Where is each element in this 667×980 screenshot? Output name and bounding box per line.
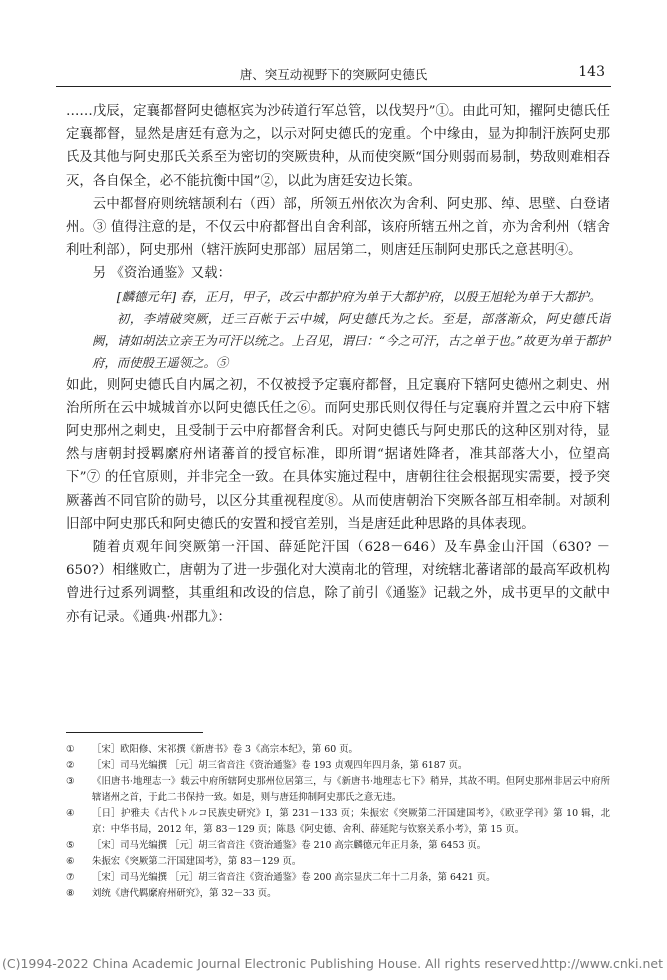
main-text: [66, 100, 610, 629]
footnote-text: ［宋］司马光编撰 ［元］胡三省音注《资治通鉴》卷 193 贞观四年四月条，第 6187 页。: [92, 760, 468, 771]
page-number: 143: [578, 64, 605, 80]
footnote-text: ［日］护雅夫《古代トルコ民族史研究》Ⅰ，第 231－133 页；朱振宏《突厥第二汗国建国考》，《欧亚学刊》第 10 辑，北京：中华书局，2012 年，第 83－129 页；陈恳《阿史德、舍利、薛延陀与钦察关系小考》，第 15 页。: [92, 808, 610, 835]
quote-paragraph-2: 初，李靖破突厥，迁三百帐于云中城，阿史德氏为之长。至是，部落渐众，阿史德氏诣阙，请如胡法立亲王为可汗以统之。上召见，谓曰：“今之可汗，古之单于也。”故更为单于都护府，而使殷王遥领之。⑤: [92, 310, 610, 370]
footnote: [66, 886, 610, 902]
footnote-number: ③: [66, 776, 75, 787]
footnote: [66, 870, 610, 886]
site-link[interactable]: http://www.cnki.net: [541, 956, 663, 971]
footnote: [66, 854, 610, 870]
copyright-notice: (C)1994-2022 China Academic Journal Electronic Publishing House. All rights reserved.: [2, 956, 544, 971]
footnote-text: 朱振宏《突厥第二汗国建国考》，第 83－129 页。: [92, 856, 302, 867]
footnote-separator: [66, 732, 203, 733]
footnote-number: ④: [66, 808, 75, 819]
footnote-text: 刘统《唐代羁縻府州研究》，第 32－33 页。: [92, 888, 277, 899]
footnote: [66, 838, 610, 854]
footnote-number: ⑥: [66, 856, 75, 867]
paragraph-5: 随着贞观年间突厥第一汗国、薛延陀汗国（628－646）及车鼻金山汗国（630? －650?）相继败亡，唐朝为了进一步强化对大漠南北的管理，对统辖北蕃诸部的最高军政机构曾进行过系列调整，其重组和改设的信息，除了前引《通鉴》记载之外，成书更早的文献中亦有记录。《通典·州郡九》：: [66, 540, 610, 625]
footnote: [66, 774, 610, 806]
paragraph-2: 云中都督府则统辖颉利右（西）部，所领五州依次为舍利、阿史那、绰、思壁、白登诸州。③ 值得注意的是，不仅云中府都督出自舍利部，该府所辖五州之首，亦为舍利州（辖舍利吐利部），阿史那州（辖汗族阿史那部）屈居第二，则唐廷压制阿史那氏之意甚明④。: [66, 196, 610, 259]
paragraph-3: 另 《资治通鉴》又载：: [92, 266, 231, 282]
footnote-text: 《旧唐书·地理志一》载云中府所辖阿史那州位居第三，与《新唐书·地理志七下》稍异，其故不明。但阿史那州非居云中府所辖诸州之首，于此二书保持一致。如是，则与唐廷抑制阿史那氏之意无违。: [92, 776, 610, 803]
footnote-number: ⑤: [66, 840, 75, 851]
block-quote: [66, 286, 610, 374]
footnote: [66, 758, 610, 774]
paragraph-1: ……戊辰，定襄都督阿史德枢宾为沙砖道行军总管，以伐契丹”①。由此可知，擢阿史德氏任定襄都督，显然是唐廷有意为之，以示对阿史德氏的宠重。个中缘由，显为抑制汗族阿史那氏及其他与阿史那氏关系至为密切的突厥贵种，从而使突厥“国分则弱而易制，势敌则难相吞灭，各自保全，必不能抗衡中国”②，以此为唐廷安边长策。: [66, 104, 610, 189]
quote-paragraph-1: [麟德元年] 春，正月，甲子，改云中都护府为单于大都护府，以殷王旭轮为单于大都护。: [116, 288, 602, 304]
footnote: [66, 806, 610, 838]
running-title: 唐、突互动视野下的突厥阿史德氏: [239, 67, 428, 82]
footnote-text: ［宋］欧阳修、宋祁撰《新唐书》卷 3《高宗本纪》，第 60 页。: [92, 744, 358, 755]
footnote-number: ⑦: [66, 872, 75, 883]
footnote-number: ⑧: [66, 888, 75, 899]
footnotes: [66, 742, 610, 902]
footnote-text: ［宋］司马光编撰 ［元］胡三省音注《资治通鉴》卷 210 高宗麟德元年正月条，第 6453 页。: [92, 840, 487, 851]
footnote-text: ［宋］司马光编撰 ［元］胡三省音注《资治通鉴》卷 200 高宗显庆二年十二月条，第 6421 页。: [92, 872, 496, 883]
footnote: [66, 742, 610, 758]
footnote-number: ②: [66, 760, 75, 771]
paragraph-4: 如此，则阿史德氏自内属之初，不仅被授予定襄府都督，且定襄府下辖阿史德州之刺史、州治所所在云中城城首亦以阿史德氏任之⑥。而阿史那氏则仅得任与定襄府并置之云中府下辖阿史那州之刺史，且受制于云中府都督舍利氏。对阿史德氏与阿史那氏的这种区别对待，显然与唐朝封授羁縻府州诸蕃首的授官标准，即所谓“据诸姓降者，准其部落大小，位望高下”⑦ 的任官原则，并非完全一致。在具体实施过程中，唐朝往往会根据现实需要，授予突厥蕃酋不同官阶的勋号，以区分其重视程度⑧。从而使唐朝治下突厥各部互相牵制。对颉利旧部中阿史那氏和阿史德氏的安置和授官差别，当是唐廷此种思路的具体表现。: [66, 377, 610, 532]
running-header: [56, 64, 611, 87]
footnote-number: ①: [66, 744, 75, 755]
